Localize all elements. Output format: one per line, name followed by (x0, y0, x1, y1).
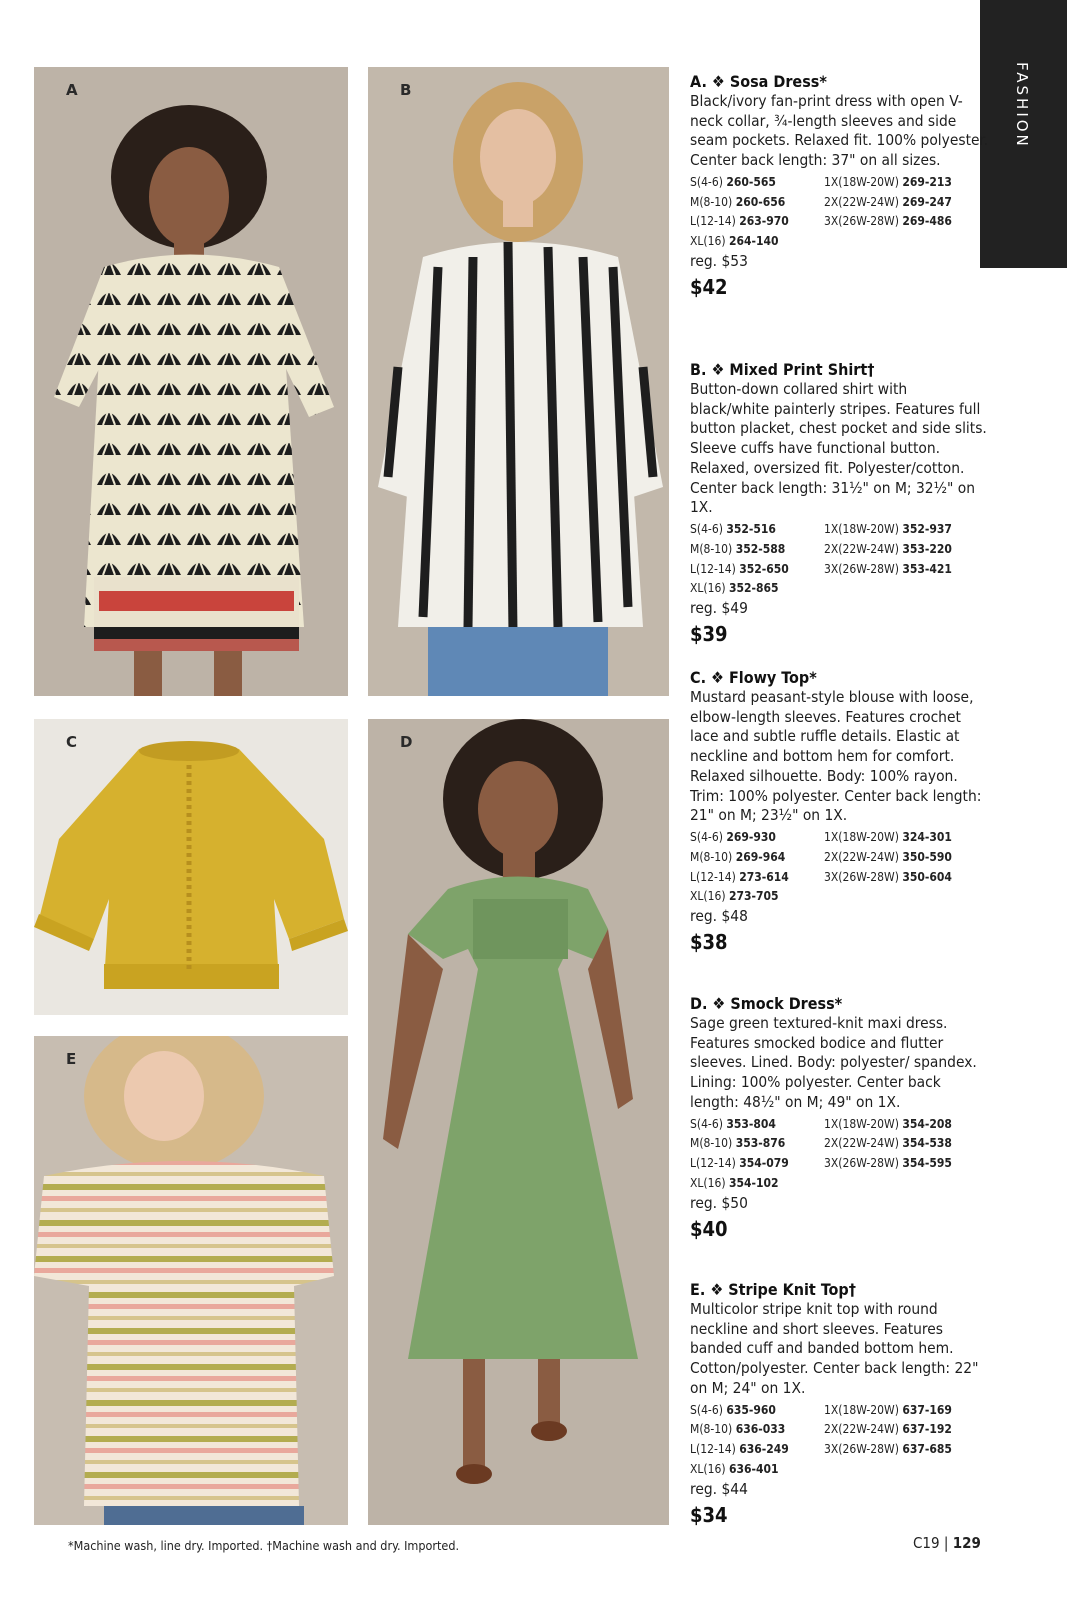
photo-c-flowy-top (34, 719, 348, 1015)
sale-price: $42 (690, 275, 728, 299)
size-entry: L(12-14) 354-079 (690, 1156, 789, 1171)
photo-label-c: C (66, 733, 78, 751)
size-list (690, 520, 990, 599)
photo-a-sosa-dress (34, 67, 348, 696)
size-entry: 1X(18W-20W) 352-937 (824, 521, 952, 536)
photo-b-mixed-print-shirt (368, 67, 669, 696)
size-entry: 1X(18W-20W) 269-213 (824, 174, 952, 189)
sale-price: $40 (690, 1216, 728, 1241)
page-number-value: 129 (952, 1534, 981, 1552)
product-title: D. ❖ Smock Dress* (690, 994, 843, 1013)
size-entry: M(8-10) 636-033 (690, 1422, 786, 1437)
size-entry: XL(16) 636-401 (690, 1461, 779, 1476)
product-description: Multicolor stripe knit top with round neckline and short sleeves. Features banded cuff and banded bottom hem. Cotton/polyester. Center back length: 22" on M; 24" on 1X. (690, 1300, 979, 1397)
size-list (690, 828, 990, 907)
photo-e-stripe-knit-top (34, 1036, 348, 1525)
catalog-page-code: C19 (913, 1534, 940, 1552)
product-b (690, 360, 990, 648)
photo-label-b: B (400, 81, 412, 99)
size-entry: L(12-14) 273-614 (690, 869, 789, 884)
regular-price: reg. $53 (690, 252, 748, 270)
size-entry: S(4-6) 352-516 (690, 521, 776, 536)
product-e (690, 1280, 990, 1529)
size-entry: L(12-14) 352-650 (690, 561, 789, 576)
size-entry: 2X(22W-24W) 354-538 (824, 1136, 952, 1151)
product-description: Sage green textured-knit maxi dress. Features smocked bodice and flutter sleeves. Lined. Body: polyester/ spandex. Lining: 100% polyester. Center back length: 48½" on M; 49" on 1X. (690, 1014, 977, 1111)
size-entry: 2X(22W-24W) 637-192 (824, 1422, 952, 1437)
size-entry: S(4-6) 260-565 (690, 174, 776, 189)
sale-price: $34 (690, 1502, 728, 1527)
size-entry: XL(16) 352-865 (690, 581, 779, 596)
size-entry: 3X(26W-28W) 353-421 (824, 561, 952, 576)
product-title: B. ❖ Mixed Print Shirt† (690, 360, 875, 379)
size-entry: XL(16) 354-102 (690, 1175, 779, 1190)
regular-price: reg. $49 (690, 599, 748, 618)
product-d (690, 994, 990, 1243)
care-footnote: *Machine wash, line dry. Imported. †Machine wash and dry. Imported. (68, 1538, 460, 1553)
size-list (690, 173, 990, 252)
size-entry: M(8-10) 352-588 (690, 541, 786, 556)
page-separator: | (943, 1534, 949, 1552)
regular-price: reg. $44 (690, 1479, 748, 1498)
product-a (690, 72, 990, 301)
product-description: Button-down collared shirt with black/white painterly stripes. Features full button placket, chest pocket and side slits. Sleeve cuffs have functional button. Relaxed, oversized fit. Polyester/cotton. Center back length: 31½" on M; 32½" on 1X. (690, 380, 987, 517)
photo-label-d: D (400, 733, 413, 751)
size-entry: XL(16) 273-705 (690, 889, 779, 904)
size-entry: 2X(22W-24W) 353-220 (824, 541, 952, 556)
size-entry: M(8-10) 353-876 (690, 1136, 786, 1151)
photo-d-smock-dress (368, 719, 669, 1525)
sale-price: $38 (690, 930, 728, 955)
photo-label-e: E (66, 1050, 77, 1068)
size-entry: 1X(18W-20W) 637-169 (824, 1402, 952, 1417)
size-entry: S(4-6) 269-930 (690, 829, 776, 844)
section-tab-label: FASHION (1013, 62, 1031, 149)
size-entry: 3X(26W-28W) 637-685 (824, 1442, 952, 1457)
size-entry: M(8-10) 269-964 (690, 849, 786, 864)
size-list (690, 1401, 990, 1480)
regular-price: reg. $48 (690, 907, 748, 926)
section-tab (980, 0, 1067, 268)
size-entry: L(12-14) 263-970 (690, 214, 789, 229)
size-entry: 3X(26W-28W) 350-604 (824, 869, 952, 884)
product-description: Black/ivory fan-print dress with open V-neck collar, ¾-length sleeves and side seam pockets. Relaxed fit. 100% polyester. Center back length: 37" on all sizes. (690, 92, 989, 170)
size-entry: M(8-10) 260-656 (690, 194, 786, 209)
size-entry: 3X(26W-28W) 269-486 (824, 214, 952, 229)
product-title: E. ❖ Stripe Knit Top† (690, 1280, 856, 1299)
size-entry: 2X(22W-24W) 269-247 (824, 194, 952, 209)
size-entry: 1X(18W-20W) 354-208 (824, 1116, 952, 1131)
regular-price: reg. $50 (690, 1193, 748, 1212)
size-entry: S(4-6) 353-804 (690, 1116, 776, 1131)
page-number (913, 1534, 981, 1552)
size-entry: 3X(26W-28W) 354-595 (824, 1156, 952, 1171)
size-entry: XL(16) 264-140 (690, 234, 779, 249)
size-entry: S(4-6) 635-960 (690, 1402, 776, 1417)
product-title: A. ❖ Sosa Dress* (690, 72, 827, 91)
size-entry: 1X(18W-20W) 324-301 (824, 829, 952, 844)
size-entry: L(12-14) 636-249 (690, 1442, 789, 1457)
size-list (690, 1115, 990, 1194)
photo-label-a: A (66, 81, 78, 99)
product-c (690, 668, 990, 956)
sale-price: $39 (690, 622, 728, 647)
size-entry: 2X(22W-24W) 350-590 (824, 849, 952, 864)
product-description: Mustard peasant-style blouse with loose, elbow-length sleeves. Features crochet lace and subtle ruffle details. Elastic at neckline and bottom hem for comfort. Relaxed silhouette. Body: 100% rayon. Trim: 100% polyester. Center back length: 21" on M; 23½" on 1X. (690, 688, 982, 825)
product-title: C. ❖ Flowy Top* (690, 668, 817, 687)
